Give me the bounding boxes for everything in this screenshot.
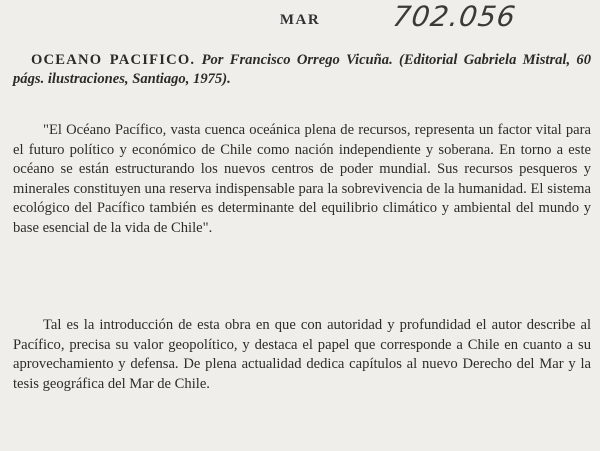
book-citation [13, 51, 591, 89]
book-title: OCEANO PACIFICO. [31, 52, 196, 68]
book-details: Por Francisco Orrego Vicuña. (Editorial Gabriela Mistral, 60 págs. ilustraciones, Santiago, 1975). [13, 52, 591, 87]
section-heading: MAR [279, 12, 321, 28]
review-paragraph: "El Océano Pacífico, vasta cuenca oceánica plena de recursos, representa un factor vital para el futuro político y económico de Chile como nación independiente y soberana. En torno a este océano se están estructurando los nuevos centros de poder mundial. Sus recursos pesqueros y minerales constituyen una reserva indispensable para la sobrevivencia de la humanidad. El sistema ecológico del Pacífico también es determinante del equilibrio climático y ambiental del mundo y base esencial de la vida de Chile". [13, 122, 591, 236]
handwritten-catalog-number: 702.056 [390, 0, 519, 33]
review-paragraph: Tal es la introducción de esta obra en que con autoridad y profundidad el autor describe al Pacífico, precisa su valor geopolítico, y destaca el papel que corresponde a Chile en cuanto a su aprovechamiento y defensa. De plena actualidad dedica capítulos al nuevo Derecho del Mar y la tesis geográfica del Mar de Chile. [13, 317, 591, 392]
